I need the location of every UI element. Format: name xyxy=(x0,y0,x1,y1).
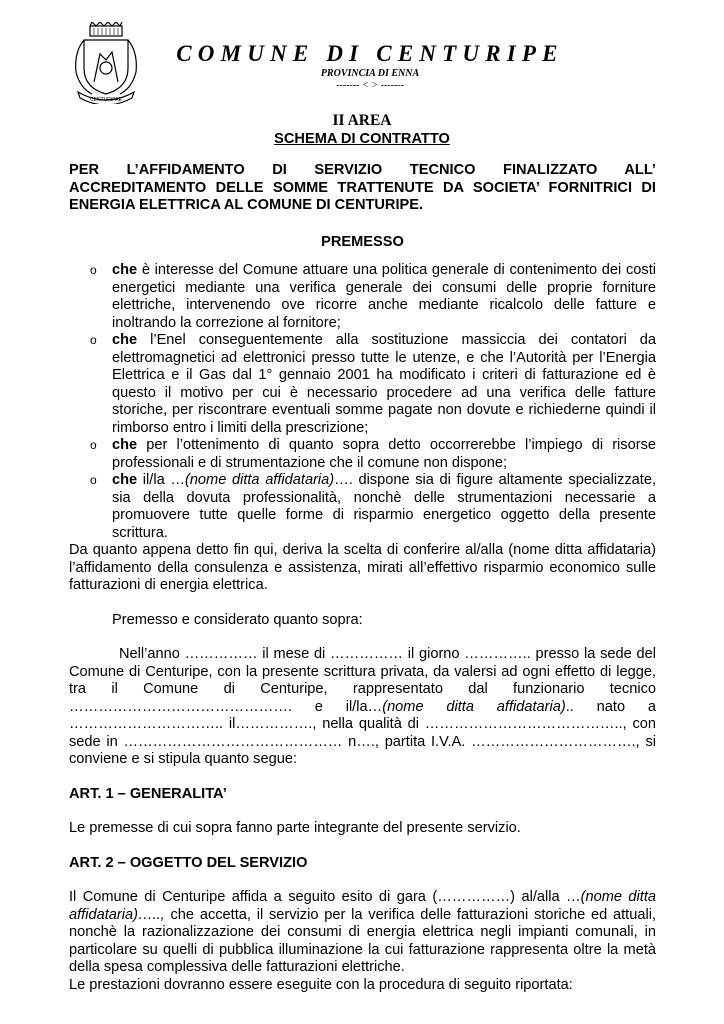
crest-motto: CENTURIPAE xyxy=(90,97,122,103)
circle-bullet-icon: o xyxy=(90,438,97,452)
circle-bullet-icon: o xyxy=(90,333,97,347)
list-item: o che è interesse del Comune attuare una politica generale di contenimento dei costi energetici mediante una verifica generale dei consumi delle proprie forniture elettriche, intervenendo ove ricorre anche mediante ricalcolo delle fatture e inoltrando la correzione al fornitore; xyxy=(90,262,656,331)
art1-heading: ART. 1 – GENERALITA’ xyxy=(69,785,227,802)
document-body xyxy=(69,162,656,994)
title-line-1: PER L’AFFIDAMENTO DI SERVIZIO TECNICO FINALIZZATO ALL’ xyxy=(69,162,656,178)
premesso-list xyxy=(69,262,656,542)
premesso-considerato: Premesso e considerato quanto sopra: xyxy=(112,611,363,628)
list-item: o che il/la …(nome ditta affidataria)…. dispone sia di figure altamente specializzate, sia della dovuta professionalità, nonchè delle strumentazioni necessarie a promuovere tutte quelle forme di risparmio energetico oggetto della presente scrittura. xyxy=(90,472,657,541)
list-item: o che l’Enel conseguentemente alla sostituzione massiccia dei contatori da elettromagnetici ad elettronici presso tutte le utenze, e che l’Autorità per l’Energia Elettrica e il Gas dal 1° gennaio 2001 ha modificato i criteri di fatturazione ed è questo il motivo per cui è necessario procedere ad una verifica delle fatture storiche, per riscontrare eventuali somme pagate non dovute e richiederne quindi il rimborso entro i limiti della prescrizione; xyxy=(90,332,656,436)
comune-title: COMUNE DI CENTURIPE xyxy=(176,41,564,66)
art2-last-line: Le prestazioni dovranno essere eseguite con la procedura di seguito riportata: xyxy=(69,976,573,993)
title-line-3: ENERGIA ELETTRICA AL COMUNE DI CENTURIPE. xyxy=(69,197,424,213)
schema-heading: SCHEMA DI CONTRATTO xyxy=(274,131,450,147)
list-item: o che per l’ottenimento di quanto sopra detto occorrerebbe l’impiego di risorse professionali e di strumentazione che il comune non dispone; xyxy=(90,437,656,471)
art1-text: Le premesse di cui sopra fanno parte integrante del presente servizio. xyxy=(69,820,521,836)
nellanno-paragraph: Nell’anno …………… il mese di …………… il giorno ………….. presso la sede del Comune di Centuripe, con la presente scrittura privata, da valersi ad ogni effetto di legge, tra il Comune di Centuripe, rappresentato dal funzionario tecnico ………………………………………. e il/la…(nome ditta affidataria).. nato a ………………………….. il……………., nella qualità di ………………………………….., con sede in ……………………………………… n…., partita I.V.A. ……………………………., si conviene e si stipula quanto segue: xyxy=(69,646,656,767)
contract-title xyxy=(69,162,656,215)
da-quanto-paragraph: Da quanto appena detto fin qui, deriva la scelta di conferire al/alla (nome ditta affidataria) l’affidamento della consulenza e assistenza, mirati all’effettivo risparmio economico sulle fatturazioni di energia elettrica. xyxy=(69,542,656,593)
circle-bullet-icon: o xyxy=(90,473,97,487)
provincia-subtitle: PROVINCIA DI ENNA xyxy=(320,68,420,79)
art2-heading: ART. 2 – OGGETTO DEL SERVIZIO xyxy=(69,854,308,871)
premesso-heading: PREMESSO xyxy=(321,233,404,250)
letterhead xyxy=(150,40,590,92)
title-line-2: ACCREDITAMENTO DELLE SOMME TRATTENUTE DA SOCIETA’ FORNITRICI DI xyxy=(69,179,656,196)
header-separator: ------- < > ------- xyxy=(336,80,404,91)
municipal-crest-logo xyxy=(70,22,142,104)
art2-text: Il Comune di Centuripe affida a seguito esito di gara (……………) al/alla …(nome ditta affidataria)….., che accetta, il servizio per la verifica delle fatturazioni storiche ed attuali, nonchè la razionalizzazione dei consumi di energia elettrica negli impianti comunali, in particolare su quelli di pubblica illuminazione la cui fatturazione rappresenta oltre la metà della spesa complessiva delle fatturazioni elettriche. xyxy=(69,889,656,975)
area-heading: II AREA xyxy=(332,112,392,129)
circle-bullet-icon: o xyxy=(90,263,97,277)
